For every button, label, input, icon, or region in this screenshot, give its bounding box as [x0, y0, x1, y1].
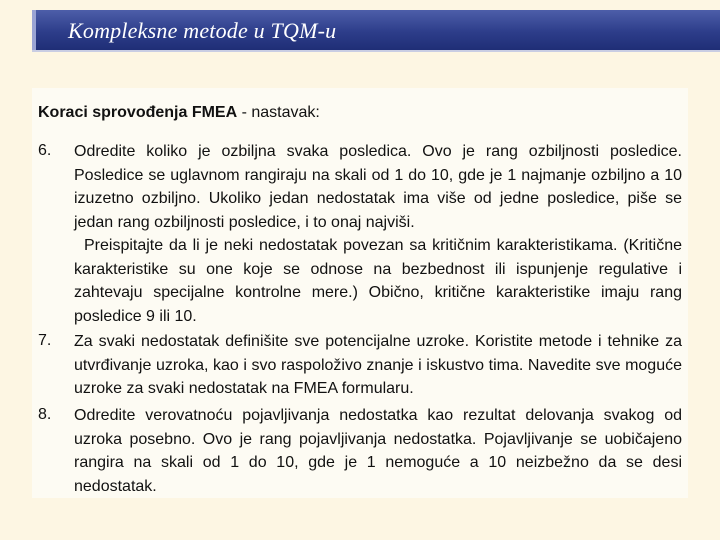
item-number-8: 8. — [38, 406, 52, 423]
item-number-7: 7. — [38, 332, 52, 349]
item-critical-characteristics-text: Preispitajte da li je neki nedostatak povezan sa kritičnim karakteristikama. (Kritične karakteristike su one koje se odnose na bezbednost ili ispunjenje regulative i zahtevaju specijalne kontrolne mere.) Obično, kritične karakteristike imaju rang posledice 9 ili 10. — [74, 237, 682, 325]
heading-bold: Koraci sprovođenja FMEA — [38, 104, 238, 121]
item-8-text: Odredite verovatnoću pojavljivanja nedostatka kao rezultat delovanja svakog od uzroka posebno. Ovo je rang pojavljivanja nedostatka. Pojavljivanje se uobičajeno rangira na skali od 1 do 10, gde je 1 nemoguće a 10 neizbežno da se desi nedostatak. — [74, 407, 682, 495]
item-7-text: Za svaki nedostatak definišite sve potencijalne uzroke. Koristite metode i tehnike za utvrđivanje uzroka, kao i svo raspoloživo znanje i iskustvo tima. Navedite sve moguće uzroke za svaki nedostatak na FMEA formularu. — [74, 333, 682, 397]
heading-rest: - nastavak: — [237, 104, 320, 121]
slide-title: Kompleksne metode u TQM-u — [68, 18, 337, 43]
section-heading — [38, 104, 320, 122]
title-bar-accent — [32, 10, 36, 50]
item-number-6: 6. — [38, 142, 52, 159]
item-6-text: Odredite koliko je ozbiljna svaka posledica. Ovo je rang ozbiljnosti posledice. Posledice se uglavnom rangiraju na skali od 1 do 10, gde je 1 najmanje ozbiljno a 10 izuzetno ozbiljno. Ukoliko jedan nedostatak ima više od jedne posledice, piše se jedan rang ozbiljnosti posledice, i to onaj najviši. — [74, 143, 682, 231]
